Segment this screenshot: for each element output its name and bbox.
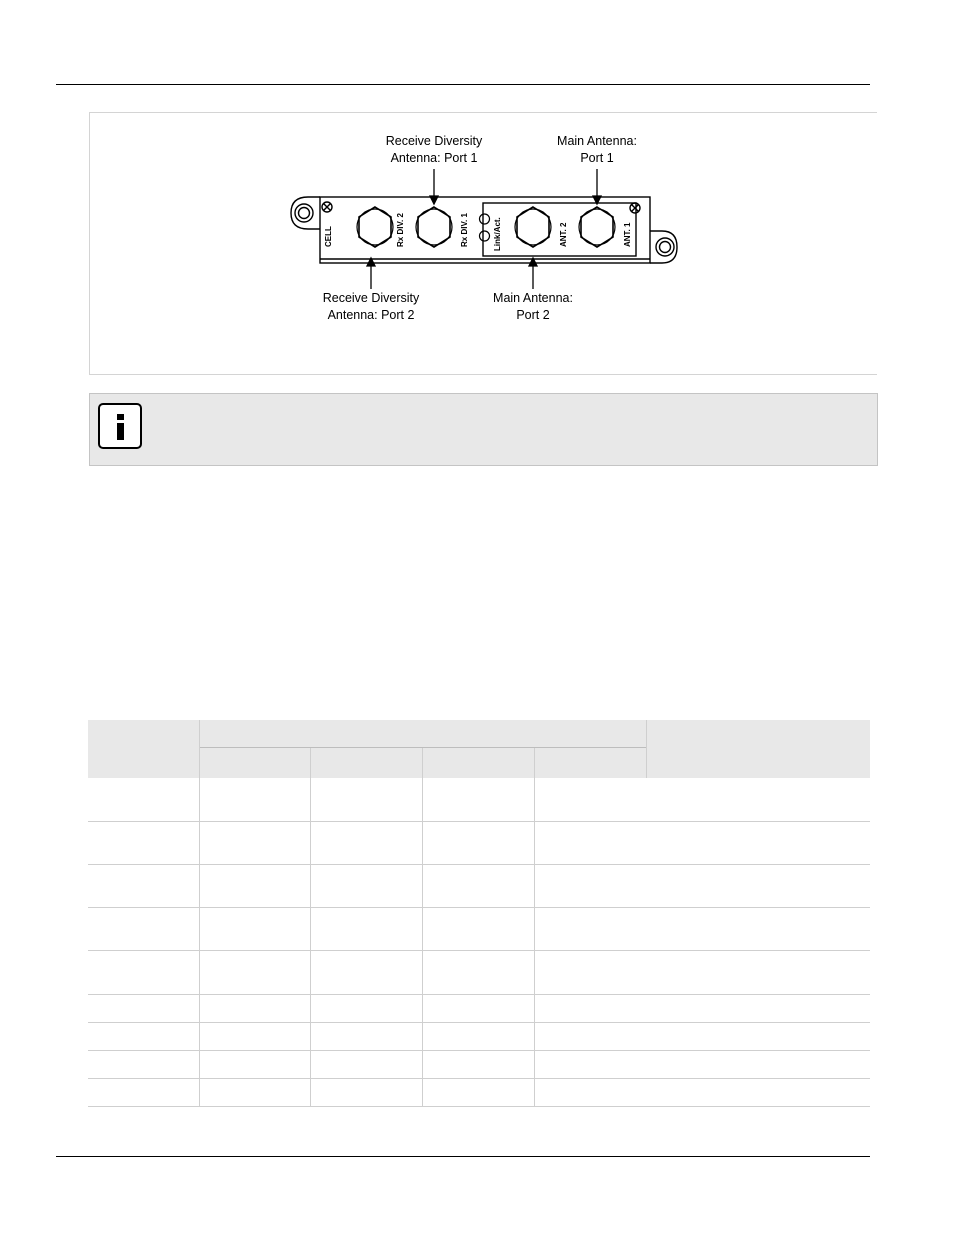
table-row — [88, 994, 870, 995]
table-row — [88, 821, 870, 822]
callout-line: Antenna: Port 2 — [327, 308, 415, 322]
table-subheader-cell — [535, 748, 646, 778]
label-rx-div-1: Rx DIV. 1 — [460, 213, 469, 247]
led-indicator-icon — [480, 214, 490, 224]
label-cell: CELL — [324, 226, 333, 247]
table-row — [88, 950, 870, 951]
label-ant-2: ANT. 2 — [559, 222, 568, 247]
faceplate — [320, 197, 650, 263]
table-row — [88, 1022, 870, 1023]
label-link-act: Link/Act. — [493, 217, 502, 251]
figure-cellular-module — [89, 112, 877, 375]
ant-1-connector — [579, 207, 615, 247]
callout-line: Receive Diversity — [385, 134, 483, 148]
callout-rx-diversity-port1 — [364, 133, 504, 167]
table-row — [88, 864, 870, 865]
callout-main-antenna-port1 — [537, 133, 657, 167]
label-ant-1: ANT. 1 — [623, 222, 632, 247]
callout-line: Port 1 — [580, 151, 614, 165]
header-rule — [56, 84, 870, 85]
callout-line: Port 2 — [516, 308, 550, 322]
corner-screw-icon — [630, 203, 640, 213]
table-row — [88, 1050, 870, 1051]
callout-rx-diversity-port2 — [301, 290, 441, 324]
corner-screw-icon — [322, 202, 332, 212]
callout-line: Receive Diversity — [322, 291, 420, 305]
right-screw-icon — [656, 238, 674, 256]
table-row — [88, 1078, 870, 1079]
left-screw-icon — [295, 204, 313, 222]
footer-rule — [56, 1156, 870, 1157]
table-header-cell — [88, 720, 199, 778]
led-indicator-icon — [480, 231, 490, 241]
note-box — [89, 393, 878, 466]
table-subheader-cell — [200, 748, 310, 778]
label-rx-div-2: Rx DIV. 2 — [396, 213, 405, 247]
callout-main-antenna-port2 — [473, 290, 593, 324]
callout-line: Main Antenna: — [493, 291, 573, 305]
table-row — [88, 907, 870, 908]
info-icon — [98, 403, 142, 449]
right-mounting-ear — [650, 231, 677, 263]
table-subheader-cell — [311, 748, 422, 778]
callout-line: Main Antenna: — [557, 134, 637, 148]
table-row — [88, 1106, 870, 1107]
ant-2-connector — [515, 207, 551, 247]
rx-div-1-connector — [416, 207, 452, 247]
table-header-group — [200, 720, 646, 747]
table-header-cell — [647, 720, 870, 778]
table-subheader-cell — [423, 748, 534, 778]
callout-line: Antenna: Port 1 — [390, 151, 478, 165]
cell-connector-port2 — [357, 207, 393, 247]
